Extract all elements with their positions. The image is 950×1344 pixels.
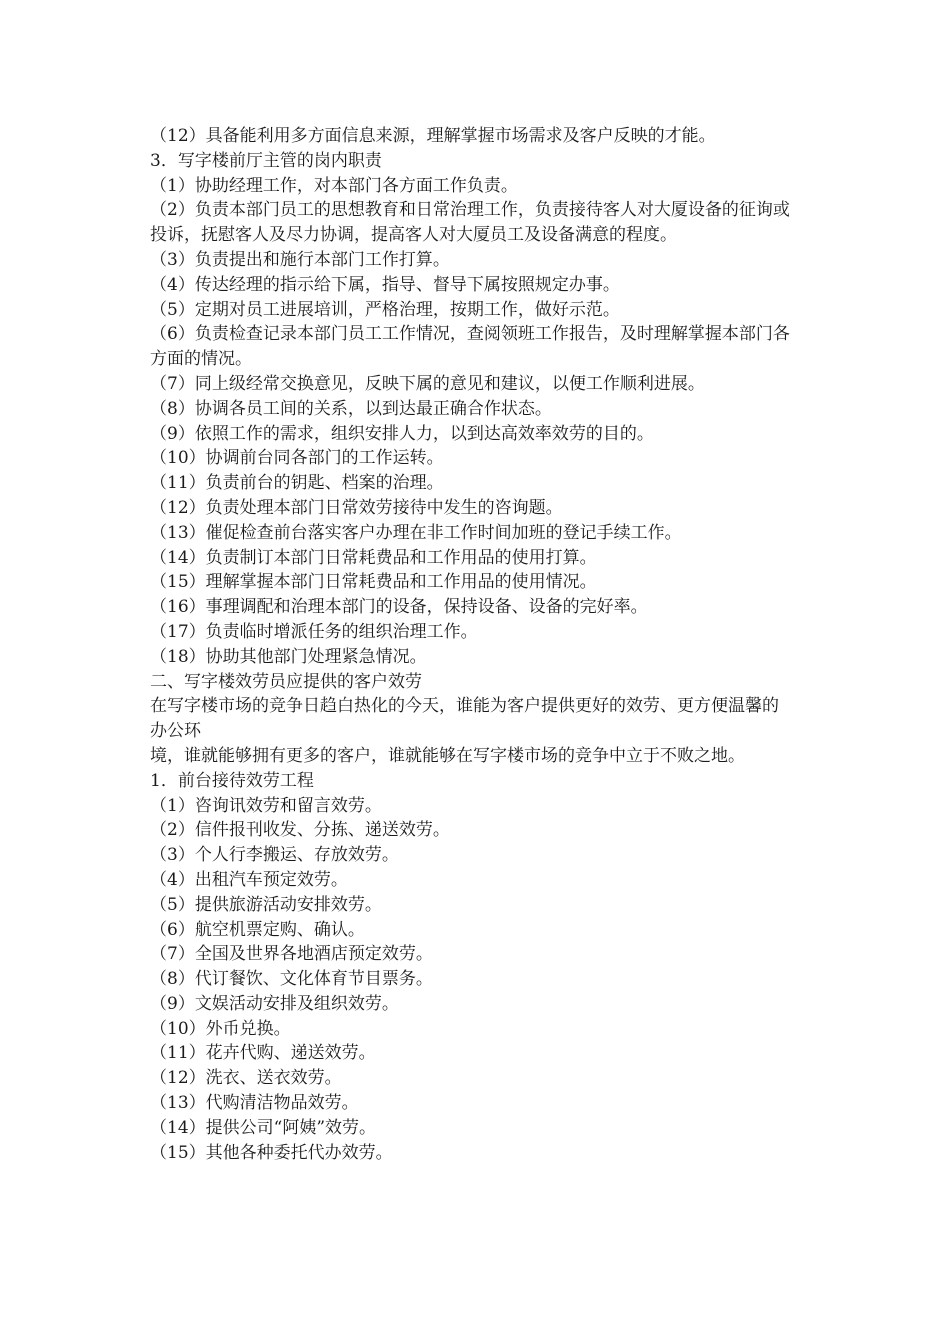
list-item: （9）依照工作的需求，组织安排人力，以到达高效率效劳的目的。 bbox=[150, 423, 654, 444]
list-item: （8）代订餐饮、文化体育节目票务。 bbox=[150, 969, 433, 990]
list-item: （18）协助其他部门处理紧急情况。 bbox=[150, 646, 427, 667]
list-item: （12）洗衣、送衣效劳。 bbox=[150, 1068, 342, 1089]
document-body bbox=[150, 124, 795, 1165]
list-item: （12）负责处理本部门日常效劳接待中发生的咨询题。 bbox=[150, 497, 563, 518]
list-item: （7）全国及世界各地酒店预定效劳。 bbox=[150, 944, 433, 965]
text-line: （12）具备能利用多方面信息来源，理解掌握市场需求及客户反映的才能。 bbox=[150, 126, 716, 146]
list-item: （1）协助经理工作，对本部门各方面工作负责。 bbox=[150, 175, 518, 196]
list-item: （17）负责临时增派任务的组织治理工作。 bbox=[150, 621, 478, 642]
list-item: （15）其他各种委托代办效劳。 bbox=[150, 1142, 393, 1163]
list-item: （3）负责提出和施行本部门工作打算。 bbox=[150, 249, 450, 270]
list-item: （10）协调前台同各部门的工作运转。 bbox=[150, 448, 444, 469]
section-heading: 3．写字楼前厅主管的岗内职责 bbox=[150, 150, 382, 171]
section-heading: 二、写字楼效劳员应提供的客户效劳 bbox=[150, 671, 422, 692]
list-item: （10）外币兑换。 bbox=[150, 1018, 291, 1039]
list-item: （9）文娱活动安排及组织效劳。 bbox=[150, 993, 399, 1014]
list-item: （4）传达经理的指示给下属，指导、督导下属按照规定办事。 bbox=[150, 274, 620, 295]
list-item: （4）出租汽车预定效劳。 bbox=[150, 869, 348, 890]
list-item: （7）同上级经常交换意见，反映下属的意见和建议，以便工作顺利进展。 bbox=[150, 373, 705, 394]
list-item: （8）协调各员工间的关系，以到达最正确合作状态。 bbox=[150, 398, 552, 419]
list-item: （5）定期对员工进展培训，严格治理，按期工作，做好示范。 bbox=[150, 299, 620, 320]
list-item: （16）事理调配和治理本部门的设备，保持设备、设备的完好率。 bbox=[150, 597, 648, 618]
list-item: （15）理解掌握本部门日常耗费品和工作用品的使用情况。 bbox=[150, 572, 597, 593]
list-item: （1）咨询讯效劳和留言效劳。 bbox=[150, 795, 382, 816]
list-item: （6）航空机票定购、确认。 bbox=[150, 919, 365, 940]
paragraph-line: 境，谁就能够拥有更多的客户，谁就能够在写字楼市场的竞争中立于不败之地。 bbox=[150, 745, 745, 766]
paragraph-line: 在写字楼市场的竞争日趋白热化的今天，谁能为客户提供更好的效劳、更方便温馨的办公环 bbox=[150, 696, 779, 742]
list-item: （2）信件报刊收发、分拣、递送效劳。 bbox=[150, 820, 450, 841]
list-item: （14）提供公司“阿姨”效劳。 bbox=[150, 1117, 377, 1138]
list-item: （6）负责检查记录本部门员工工作情况，查阅领班工作报告，及时理解掌握本部门各方面的情况。 bbox=[150, 324, 790, 370]
list-item: （14）负责制订本部门日常耗费品和工作用品的使用打算。 bbox=[150, 547, 597, 568]
section-heading: 1．前台接待效劳工程 bbox=[150, 770, 314, 791]
list-item: （3）个人行李搬运、存放效劳。 bbox=[150, 845, 399, 866]
list-item: （5）提供旅游活动安排效劳。 bbox=[150, 894, 382, 915]
list-item: （2）负责本部门员工的思想教育和日常治理工作，负责接待客人对大厦设备的征询或投诉，抚慰客人及尽力协调，提高客人对大厦员工及设备满意的程度。 bbox=[150, 200, 790, 246]
list-item: （11）花卉代购、递送效劳。 bbox=[150, 1043, 376, 1064]
list-item: （13）催促检查前台落实客户办理在非工作时间加班的登记手续工作。 bbox=[150, 522, 682, 543]
list-item: （13）代购清洁物品效劳。 bbox=[150, 1093, 359, 1114]
list-item: （11）负责前台的钥匙、档案的治理。 bbox=[150, 473, 444, 494]
